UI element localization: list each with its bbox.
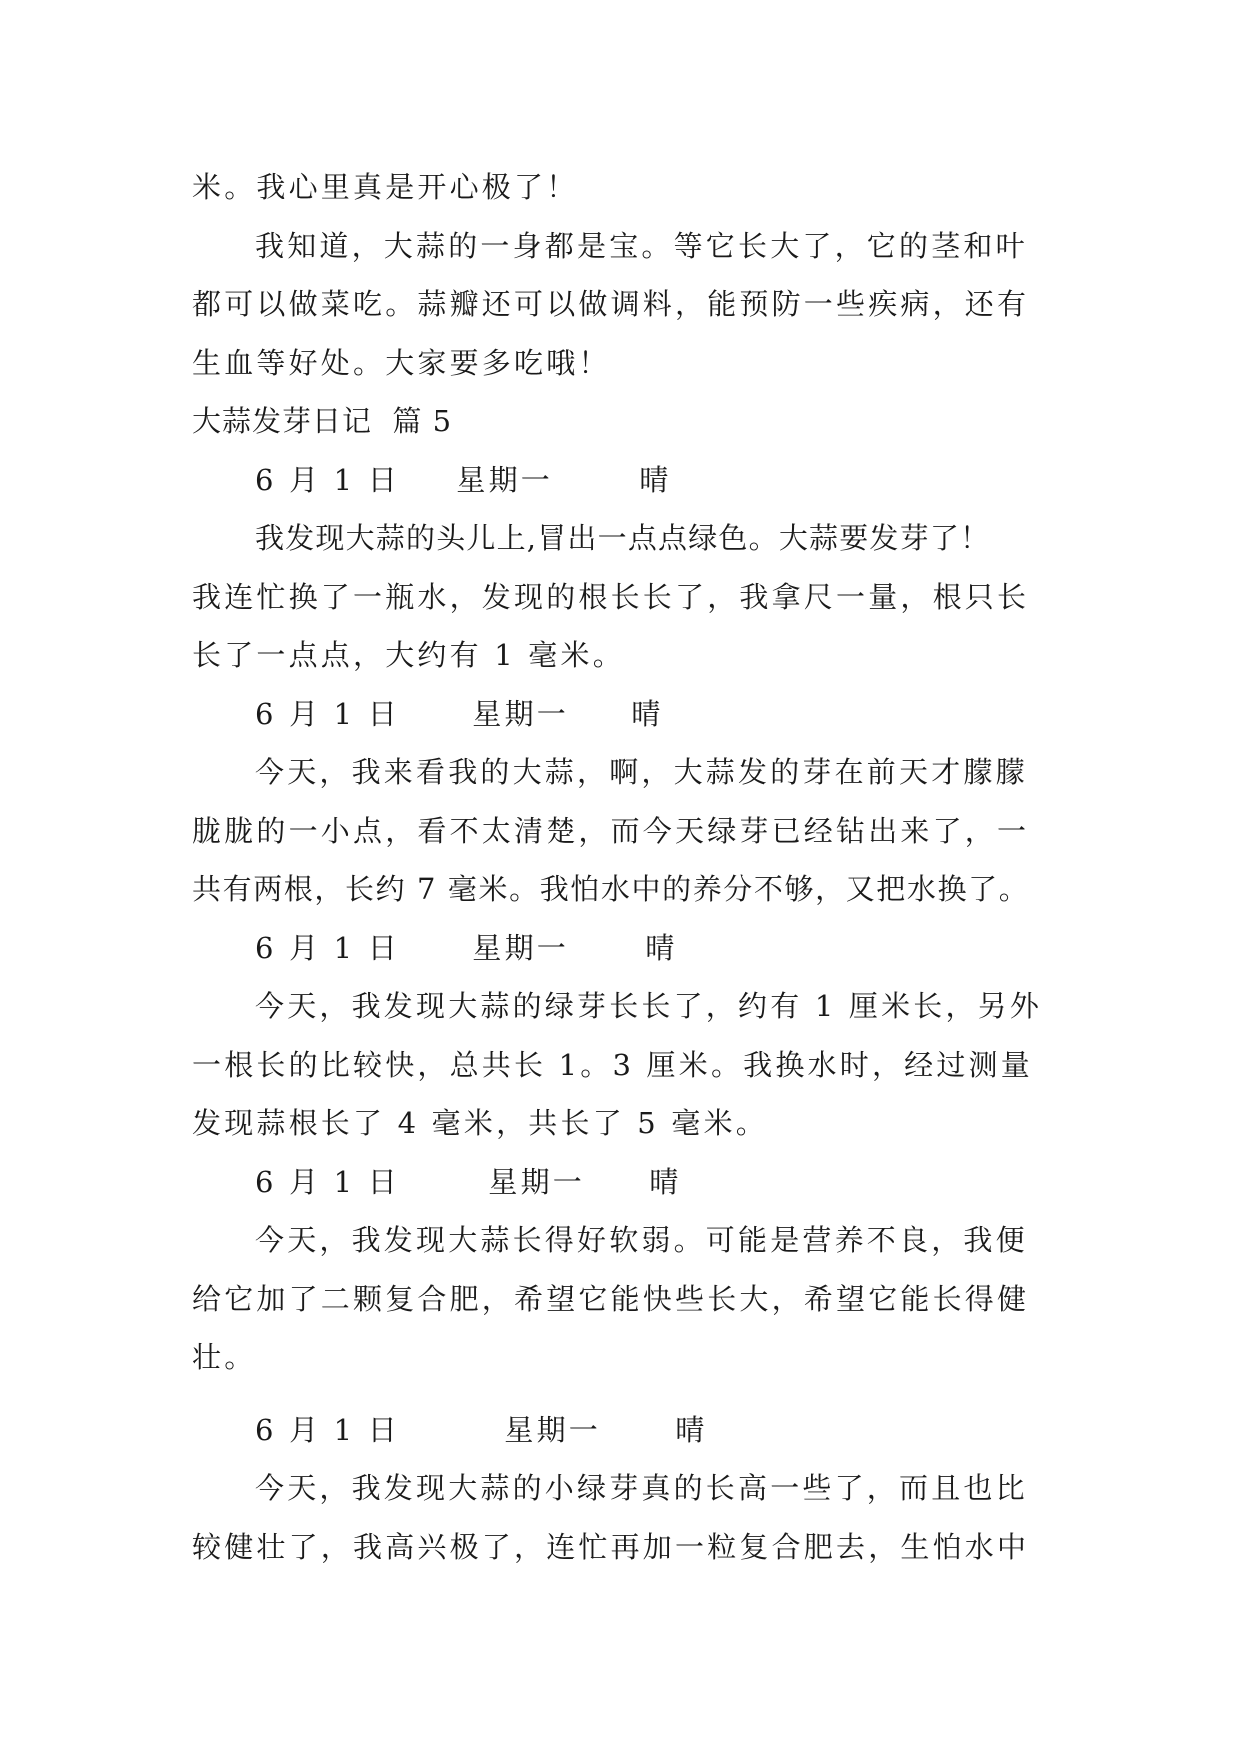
diary-date-line — [192, 1153, 1054, 1212]
entry-date: 6 月 1 日 — [255, 1164, 400, 1199]
entry-date: 6 月 1 日 — [255, 696, 400, 731]
paragraph-line: 米。我心里真是开心极了！ — [192, 170, 579, 204]
entry-weather: 晴 — [675, 1412, 708, 1447]
entry-weekday: 星期一 — [488, 1164, 585, 1199]
entry-date: 6 月 1 日 — [255, 462, 400, 497]
paragraph-line: 发现蒜根长了 4 毫米，共长了 5 毫米。 — [192, 1106, 768, 1140]
entry-weather: 晴 — [645, 930, 678, 965]
paragraph-line: 长了一点点，大约有 1 毫米。 — [192, 638, 625, 672]
diary-date-line — [192, 919, 1054, 978]
paragraph-line: 给它加了二颗复合肥，希望它能快些长大，希望它能长得健 — [192, 1281, 1030, 1316]
entry-weather: 晴 — [631, 696, 664, 731]
paragraph-line: 较健壮了，我高兴极了，连忙再加一粒复合肥去，生怕水中 — [192, 1529, 1030, 1564]
paragraph-line: 壮。 — [192, 1340, 257, 1374]
diary-date-line — [192, 685, 1054, 744]
paragraph-line: 今天，我发现大蒜长得好软弱。可能是营养不良，我便 — [255, 1223, 1028, 1257]
paragraph-line: 胧胧的一小点，看不太清楚，而今天绿芽已经钻出来了，一 — [192, 813, 1030, 848]
paragraph-line: 我知道，大蒜的一身都是宝。等它长大了，它的茎和叶 — [255, 228, 1028, 263]
entry-weather: 晴 — [649, 1164, 682, 1199]
document-body — [192, 158, 1054, 1576]
paragraph-line: 生血等好处。大家要多吃哦！ — [192, 345, 611, 380]
paragraph-gap — [192, 1387, 1054, 1401]
paragraph-line: 共有两根，长约 7 毫米。我怕水中的养分不够，又把水换了。 — [192, 872, 1030, 906]
diary-date-line — [192, 1401, 1054, 1460]
paragraph-line: 我连忙换了一瓶水，发现的根长长了，我拿尺一量，根只长 — [192, 579, 1030, 614]
paragraph-line: 今天，我发现大蒜的绿芽长长了，约有 1 厘米长，另外 — [255, 989, 1043, 1023]
paragraph-line: 都可以做菜吃。蒜瓣还可以做调料，能预防一些疾病，还有 — [192, 287, 1030, 321]
diary-date-line — [192, 451, 1054, 510]
paragraph-line: 我发现大蒜的头儿上,冒出一点点绿色。大蒜要发芽了！ — [255, 521, 991, 555]
entry-date: 6 月 1 日 — [255, 930, 400, 965]
entry-weekday: 星期一 — [472, 930, 569, 965]
paragraph-line: 今天，我发现大蒜的小绿芽真的长高一些了，而且也比 — [255, 1471, 1028, 1505]
section-heading: 大蒜发芽日记 篇 5 — [192, 404, 453, 438]
paragraph-line: 今天，我来看我的大蒜，啊，大蒜发的芽在前天才朦朦 — [255, 755, 1028, 789]
entry-date: 6 月 1 日 — [255, 1412, 400, 1447]
entry-weekday: 星期一 — [472, 696, 569, 731]
entry-weekday: 星期一 — [504, 1412, 601, 1447]
entry-weekday: 星期一 — [456, 462, 553, 497]
entry-weather: 晴 — [639, 462, 672, 497]
paragraph-line: 一根长的比较快，总共长 1。3 厘米。我换水时，经过测量 — [192, 1047, 1033, 1082]
